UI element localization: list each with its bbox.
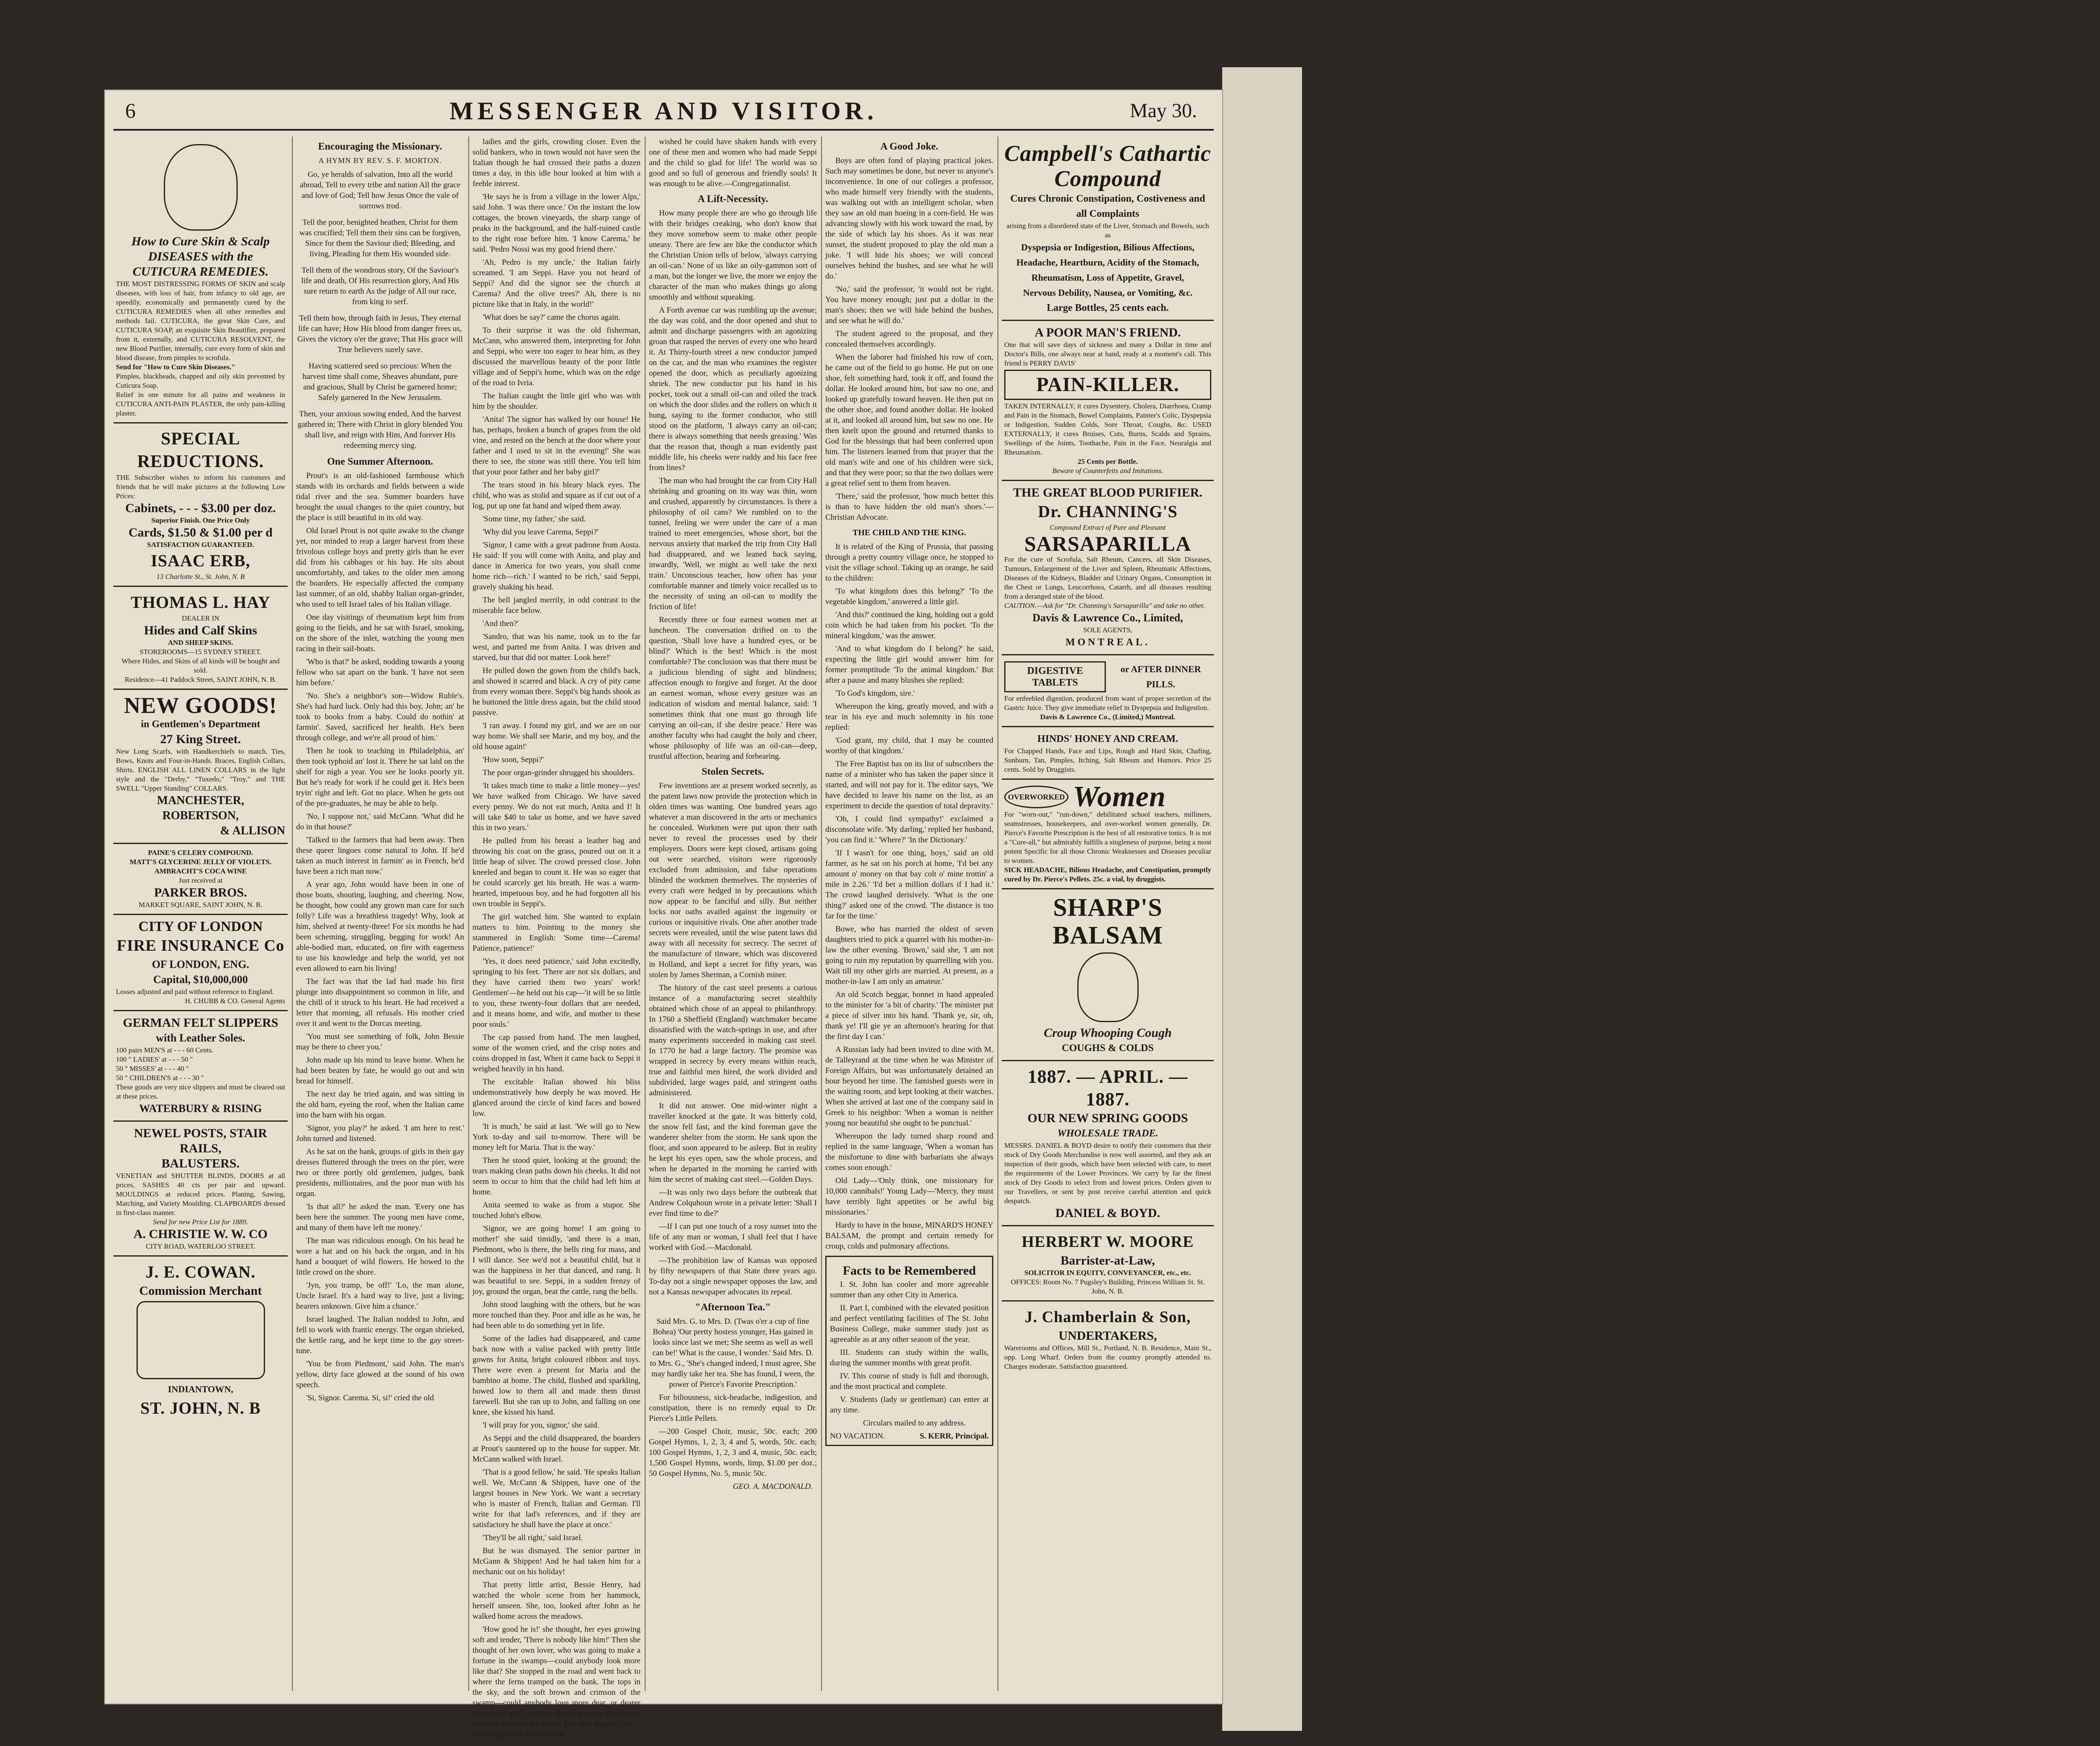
cabinets-price: Cabinets, - - - $3.00 per doz. [125,501,276,515]
campbell-price: Large Bottles, 25 cents each. [1047,302,1169,313]
campbell-ailment: Dyspepsia or Indigestion, Bilious Affections, [1021,242,1194,252]
campbell-ailment: Headache, Heartburn, Acidity of the Stomach, Rheumatism, Loss of Appetite, Gravel, [1016,257,1200,283]
paragraph: Whereupon the king, greatly moved, and with a tear in his eye and much solemnity in his tone replied: [825,702,993,732]
paragraph: How many people there are who go through life with their bridges creaking, who don't know that they move somehow seem to make other people uneasy. There are few are like the conductor which the Christian Union tells of below, 'always carrying an oil-can.' None of us like an oily-gammon sort of a man, but the longer we live, the more we enjoy the character of the man who makes things go along smoothly and without squeaking. [649,209,817,302]
paragraph: Prout's is an old-fashioned farmhouse which stands with its orchards and fields between a wide tidal river and the sea. Summer boarders have brought the usual changes to the quiet country, but the place is still beautiful in its old way. [296,471,464,522]
women-header [1004,781,1211,813]
ad-column-right [1002,137,1214,1691]
offices: OFFICES: Room No. 7 Pugsley's Building, Princess William St. St. John, N. B. [1011,1278,1205,1295]
commission-merchant: Commission Merchant [139,1284,262,1298]
king-street: 27 King Street. [160,732,241,746]
leather-soles: with Leather Soles. [156,1032,245,1044]
adjacent-page-edge [1222,67,1302,1731]
paragraph: 'And to what kingdom do I belong?' he said, expecting the little girl would answer him for former promptitude 'To the animal kingdom.' But after a pause and many blushes she replied: [825,644,993,685]
paragraph: 'He says he is from a village in the lower Alps,' said John. 'I was there once.' On the instant the low cottages, the brown vineyards, the sharp range of peaks in the background, and the half-ruined castle to the right rose before him. 'I know Carema,' he said. 'Pedro Nossi was my good friend there.' [472,192,640,254]
paragraph: Whereupon the lady turned sharp round and replied in the same language, 'When a woman has the misfortune to dine with barbarians she always comes soon enough.' [825,1132,993,1172]
paragraph: 'Signor, you play?' he asked. 'I am here to rest.' John turned and listened. [296,1124,464,1143]
year-line: 1887. — APRIL. — 1887. [1027,1066,1188,1110]
special-reductions-ad [113,423,288,587]
price-list: Send for new Price List for 1889. [153,1218,248,1226]
paragraph: Bowe, who has married the oldest of seven daughters tried to pick a quarrel with his mother-in-law the other evening. 'Brown,' said she, 'I am not going to ruin my reputation by quarrelling with you. Wait till my other girls are married. At present, as a mother-in-law I am only an amateur.' [825,925,993,986]
venetian-body: VENETIAN and SHUTTER BLINDS, DOORS at all prices, SASHES 40 cts per pair and upward. MOULDINGS at reduced prices. Planing, Sawing, Matching, and Variety Moulding. CLAPBOARDS dressed in first-class manner. [116,1172,285,1217]
facts-footer: Circulars mailed to any address. [863,1419,966,1428]
parker-bros: PARKER BROS. [154,886,247,899]
slipper-row: 50 " CHILDREN'S at - - - 30 " [116,1074,204,1082]
stolen-title: Stolen Secrets. [701,766,764,777]
newspaper-title: MESSENGER AND VISITOR. [449,97,878,125]
erb-address: 13 Charlotte St., St. John, N. B [156,573,245,581]
paragraph: Anita seemed to wake as from a stupor. She touched John's elbow. [472,1201,640,1220]
davis-lawrence: Davis & Lawrence Co., Limited, [1032,612,1183,624]
chamberlain-ad [1002,1302,1214,1375]
digestive-body: For enfeebled digestion, produced from want of proper secretion of the Gastric Juice. They give immediate relief in Dyspepsia and Indigestion. [1004,694,1211,712]
overworked-women-ad [1002,780,1214,889]
paragraph: 'To what kingdom does this belong?' 'To the vegetable kingdom,' answered a little girl. [825,587,993,606]
sarsaparilla-caution: CAUTION.—Ask for "Dr. Channing's Sarsaparilla" and take no other. [1004,602,1205,610]
digestive-tablets: DIGESTIVE TABLETS [1004,661,1106,692]
paragraph: Some of the ladies had disappeared, and came back now with a valise packed with pretty little gowns for Anita, bright coloured ribbon and toys. There were even a present for Maria and the bambino at home. The child, flushed and sparkling, bowed low to them all and made them thrust farewell. But she ran up to John, and falling on one knee, she kissed his hand. [472,1334,640,1417]
paragraph: 'And this?' continued the king, holding out a gold coin which he had taken from his pocket. 'To the mineral kingdom,' was the answer. [825,610,993,640]
special-title: SPECIAL REDUCTIONS. [137,429,264,471]
cowan-ad [113,1257,288,1424]
portrait-illustration-icon [164,144,238,231]
paragraph: 'Oh, I could find sympathy!' exclaimed a disconsolate wife. 'My darling,' replied her husband, 'you can find it.' 'Where?' 'In the Dictionary.' [825,815,993,844]
satisfaction-line: SATISFACTION GUARANTEED. [147,541,254,549]
paragraph: Old Israel Prout is not quite awake to the change yet, nor minded to reap a larger harvest from these frivolous college boys and pretty girls than he ever did from his cabbages or his hay. He sits about uncomfortably, and takes to the older men among the boarders. He especially affected the company last summer, of an old, shabby Italian organ-grinder, who used to tell Israel tales of his Italian village. [296,526,464,609]
hay-hides: Hides and Calf Skins [144,623,257,637]
paragraph: 'Ah, Pedro is my uncle,' the Italian fairly screamed. 'I am Seppi. Have you not heard of Seppi? And did the signor see the church at Carema? And the olive trees?' Ah, there is no picture like that in Italy, in the world!' [472,258,640,309]
paragraph: 'You be from Piedmont,' said John. The man's yellow, dirty face glowed at the sound of his own speech. [296,1359,464,1389]
paragraph: 'No. She's a neighbor's son—Widow Ruble's. She's had hard luck. Only had this boy, John; an' he took to books from a baby. Could do nothin' at farmin'. Saved, sacrificed her health. He's been through college, and we're all proud of him.' [296,692,464,742]
paragraph: 'Some time, my father,' she said. [483,515,586,523]
paragraph: John made up his mind to leave home. When he had been beaten by fate, he would go out and win bread for himself. [296,1056,464,1086]
produce-illustration-icon [136,1301,265,1379]
cuticura-footer: Send for "How to Cure Skin Diseases." [116,363,236,371]
story-body [296,471,464,1403]
paragraph: 'Sandro, that was his name, took us to the far west, and parted me from Anita. I was driven and starved, but that did not matter. Look here!' [472,632,640,662]
campbell-cures: Cures Chronic Constipation, Costiveness and all Complaints [1010,193,1205,219]
paragraph: 'And then?' [483,619,519,628]
afternoon-tea-title: "Afternoon Tea." [695,1302,771,1313]
paragraph: The Italian caught the little girl who was with him by the shoulder. [472,392,640,411]
special-body: THE Subscriber wishes to inform his customers and friends that he will make pictures at the following Low Prices: [116,473,285,500]
german-slippers: GERMAN FELT SLIPPERS [123,1016,278,1030]
paragraph: 'To God's kingdom, sire.' [835,689,915,698]
paragraph: 'Yes, it does need patience,' said John excitedly, springing to his feet. 'There are not six dollars, and they have carried them two years' work! Gentlemen'—he held out his cap—'it will be so little to you, these twenty-four dollars that are needed, and it means home, and wife, and mother to these poor souls.' [472,957,640,1029]
new-goods-ad [113,690,288,844]
stanza: Tell them of the wondrous story, Of the Saviour's life and death, Of His resurrection glory, And His sure return to earth As the judge of All our race, from king to serf. [301,266,459,306]
parker-bros-ad [113,844,288,915]
column-rule [645,137,646,1691]
paragraph: Few inventions are at present worked secretly, as the patent laws now provide the protection which in olden times was wanting. One hundred years ago whatever a man discovered in the arts or mechanics he concealed. Workmen were put upon their oath never to reveal the processes used by their employers. Doors were kept closed, artisans going out were searched, visitors were rigorously excluded from admission, and false operations blinded the workmen themselves. The mysteries of every craft were hedged in by precautions which now appear to be fanciful and silly. But neither locks nor oaths availed against the ingenuity or curious or inquisitive rivals. One after another trade secrets were revealed, until the wise patent laws did away with all necessity for secrecy. The secret of the manufacture of tinware, which was discovered in Holland, and kept a secret for fifty years, was stolen by James Sherman, a Cornish miner. [649,781,817,979]
cuticura-ad [113,137,288,423]
paragraph: 'Talked to the farmers that had been away. Then these queer lingoes come natural to John. If he'd taken as much interest in farmin' as in French, he'd have been a rich man now.' [296,836,464,876]
paragraph: 'Anita! The signor has walked by our house! He has, perhaps, broken a bunch of grapes from the old vine, and rested on the bench at the door where your father and I used to sit in the evening!' She was there to see, the stone was still there. You tell him that your poor father and her baby girl?' [472,415,640,476]
fact-item: I. St. John has cooler and more agreeable summer than any other City in America. [830,1280,989,1299]
paragraph: 'Is that all?' he asked the man. 'Every one has been here the summer. The young men have come, and many of them have left me money.' [296,1202,464,1232]
paragraph: 'Who is that?' he asked, nodding towards a young fellow who sat apart on the bank. 'I have not seen him before.' [296,657,464,687]
parker-address: MARKET SQUARE, SAINT JOHN, N. B. [139,901,262,909]
losses: Losses adjusted and paid without reference to England. [116,988,274,996]
paragraph: Recently three or four earnest women met at luncheon. The conversation drifted on to the question, 'Shall love have a hundred eyes, or be blind?' Which is the best! Which is the most comfortable? The conclusion was that there must be a judicious blending of sight and blindness; affection enough to forgive and forget. At the door an earnest woman, whose every gesture was an indication of wisdom and mental balance, said: 'I sometimes think that one must go through life carrying an oil-can, if she desire peace.' Here was another faculty who had caught the holy and cheer, whose philosophy of life was an oil-can—deep, trustful affection, bearing and forbearing. [649,615,817,761]
masthead [105,97,1222,126]
facts-signature-row [830,1431,989,1441]
fire-insurance-ad [113,915,288,1011]
chamberlain-name: J. Chamberlain & Son, [1024,1308,1191,1326]
newel-posts: NEWEL POSTS, STAIR RAILS, [134,1126,268,1155]
paragraph: An old Scotch beggar, bonnet in hand appealed to the minister for 'a bit of charity.' The minister put a piece of silver into his hand. 'Thank ye, sir, oh, thank ye! I'll gie ye an afternoon's hearing for that the first day I can.' [825,990,993,1041]
daniel-boyd-body: MESSRS. DANIEL & BOYD desire to notify their customers that their stock of Dry Goods Merchandise is now well assorted, and they ask an inspection of their goods, which have been selected with care, to meet the requirements of the Lower Provinces. We carry by far the finest stock of Dry Goods to select from and lowest prices. Orders given to our Travellers, or sent by post receive careful attention and quick despatch. [1004,1141,1211,1205]
paragraph: —If I can put one touch of a rosy sunset into the life of any man or woman, I shall feel that I have worked with God.—Macdonald. [649,1222,817,1252]
paragraph: He pulled from his breast a leather bag and throwing his coat on the grass, poured out on it a little heap of silver. The crowd pressed close. John kneeled and began to count it. He was so eager that he could scarcely get his breath. He was a warm-hearted, impetuous boy, and he had forgotten all his own trouble in Seppi's. [472,836,640,908]
paragraph: —The prohibition law of Kansas was opposed by fifty newspapers of that State three years ago. To-day not a single newspaper opposes the law, and not a Kansas newspaper advocates its repeal. [649,1256,817,1296]
paragraph: As Seppi and the child disappeared, the boarders at Prout's sauntered up to the house for supper. Mr. McCann walked with Israel. [472,1434,640,1464]
pain-killer-ad [1002,321,1214,481]
hay-dealer: DEALER IN [181,614,220,622]
afternoon-tea-verse: Said Mrs. G. to Mrs. D. (Twas o'er a cup of fine Bohea) 'Our pretty hostess younger, Has gained in looks since last we met; She seems as well as well can be!' What is the cause, I wonder.' Said Mrs. D. to Mrs. G., 'She's changed indeed, I must agree, She may hardly take her tea. She has found, I ween, the power of Pierce's Favorite Prescription.' [650,1317,816,1389]
capital: Capital, $10,000,000 [153,973,248,986]
paragraph: Israel laughed. The Italian nodded to John, and fell to work with frantic energy. The organ shrieked, the kettle rang, and he kept time to the gay street-tune. [296,1315,464,1355]
christie-address: CITY ROAD, WATERLOO STREET. [146,1242,255,1250]
ad-column-left [113,137,288,1691]
channing-name: Dr. CHANNING'S [1038,502,1178,521]
paragraph: —It was only two days before the outbreak that Andrew Colquhoun wrote in a private letter: 'Shall I ever find time to die?' [649,1188,817,1218]
campbell-arising: arising from a disordered state of the Liver, Stomach and Bowels, such as [1006,222,1209,239]
paragraph: The fact was that the lad had made his first plunge into disappointment so common in life, and the chill of it struck to his heart. He had received a letter that morning, all refusals. His mother cried over it and went to the Dorcas meeting. [296,977,464,1028]
manchester: MANCHESTER, [157,794,244,807]
paragraph: 'Signor, we are going home! I am going to mother!' she said timidly, 'and there is a man, Piedmont, who is there, the bells ring for mass, and I will dance. See we'd not a beautiful child, but it was the happiness in her that danced, and rang. It was beautiful to see. Seppi, in a sudden frenzy of joy, ground the organ, beat the cattle, rang the bells. [472,1224,640,1296]
digestive-signature: Davis & Lawrence Co., (Limited,) Montreal. [1040,713,1176,721]
just-received: Just received at [178,876,223,884]
stanza: Tell the poor, benighted heathen, Christ for them was crucified; Tell them their sins can be forgiven, Since for them the Saviour died; Bleeding, and living, Pleading for them His wounded side. [299,218,461,258]
paragraph: 'Jyn, you tramp, be off!' 'Lo, the man alone, Uncle Israel. It's a hard way to live, just a living; hearers unknown. Give him a chance.' [296,1281,464,1311]
channing-sub: Compound Extract of Pure and Pleasant [1050,523,1166,531]
paragraph: It did not answer. One mid-winter night a traveller knocked at the gate. It was bitterly cold, the snow fell fast, and the kind foreman gave the wanderer shelter from the storm. He sank upon the floor, and soon appeared to be asleep. But in reality he kept his eyes open, saw the whole process, and when he departed in the morning he carried with him the secret of making cast steel.—Golden Days. [649,1102,817,1184]
cuticura-note: Pimples, blackheads, chapped and oily skin prevented by Cuticura Soap. [116,372,285,389]
sarsaparilla-body: For the cure of Scrofula, Salt Rheum, Cancers, all Skin Diseases, Tumours, Enlargement of the Liver and Spleen, Rheumatic Affections, Diseases of the Kidneys, Bladder and Urinary Organs, Consumption in the Chest or Lungs, Leucorrhoea, Catarrh, and all diseases resulting from a deranged state of the blood. [1004,555,1211,600]
campbell-title: Campbell's Cathartic Compound [1004,141,1211,191]
paragraph: When the laborer had finished his row of corn, he came out of the field to go home. He put on one shoe, felt something hard, took it off, and found the dollar. He looked around him, but saw no one, and looked up gratefully toward heaven. He then put on the other shoe, and found another dollar. He looked at it, and looked all around him, but saw no one. He then knelt upon the ground and returned thanks to God for the blessings that had been conferred upon him. The listeners learned from that prayer that the old man's wife and one of his children were sick, and that they were poor; so that the two dollars were a great relief sent to them from heaven. [825,353,993,488]
robertson: ROBERTSON, [162,809,239,822]
poem-title: Encouraging the Missionary. [318,141,442,152]
paragraph: The cap passed from hand. The men laughed, some of the women cried, and the crisp notes and coins dropped in fast, When it came back to Seppi it weighed heavily in his hand. [472,1033,640,1073]
sharps-balsam-ad [1002,889,1214,1061]
paragraph: 'Why did you leave Carema, Seppi?' [483,528,598,536]
paragraph: The student agreed to the proposal, and they concealed themselves accordingly. [825,329,993,349]
christie-name: A. CHRISTIE W. W. CO [133,1227,268,1241]
agents: H. CHUBB & CO. General Agents [185,997,285,1005]
campbell-ad [1002,137,1214,321]
blood-purifier: THE GREAT BLOOD PURIFIER. [1013,486,1202,500]
paragraph: 'God grant, my child, that I may be counted worthy of that kingdom.' [825,736,993,755]
paragraph: 'Signor, I came with a great padrone from Aosta. He said: If you will come with Anita, and play and dance in America for two years, you shall come home rich—rich.' I wanted to be rich,' said Seppi, gravely shaking his head. [472,541,640,592]
paragraph: The tears stood in his bleary black eyes. The child, who was as stolid and square as if cut out of a log, put up one fat hand and wiped them away. [472,481,640,510]
paragraph: 'No,' said the professor, 'it would not be right. You have money enough; just put a dollar in the man's shoes; then we will hide behind the bushes, and see what he will do.' [825,285,993,325]
paragraph: 'It takes much time to make a little money—yes! We have walked from Chicago. We have saved every penny. We do not eat much, Anita and I! It will take $40 to take us home, and we have saved this in two years.' [472,781,640,832]
new-goods-body: New Long Scarfs, with Handkerchiefs to match. Ties, Bows, Knots and Four-in-Hands. Braces, English Collars, Shirts. ENGLISH ALL LINEN COLLARS in the light style and the "Derby," "Tuxedo," "Troy," and THE SWELL "Upper Standing" COLLARS. [116,747,285,792]
paragraph: 'I ran away. I found my girl, and we are on our way home. We shall see Marie, and my boy, and the old house again!' [472,721,640,751]
paragraph: The girl watched him. She wanted to explain matters to him. Pointing to the money she stammered in English: 'Some time—Carema! Patience, patience!' [472,912,640,953]
paragraph: John stood laughing with the others, but he was more touched than they. Poor and idle as he was, he had been able to do something yet in life. [472,1300,640,1330]
column-rule [468,137,469,1691]
pain-killer-name: PAIN-KILLER. [1004,370,1211,400]
paragraph: The next day he tried again, and was sitting in the old barn, eyeing the roof, when the Italian came into the barn with his organ. [296,1090,464,1120]
fact-item: V. Students (lady or gentleman) can enter at any time. [830,1395,989,1415]
coughs-colds: COUGHS & COLDS [1062,1043,1154,1054]
christie-ad [113,1122,288,1257]
hinds-title: HINDS' HONEY AND CREAM. [1037,734,1179,744]
newspaper-page [105,90,1222,1739]
paragraph: The excitable Italian showed his bliss undemonstratively how deeply he was moved. He glanced around the circle of kind faces and bowed low. [472,1078,640,1118]
gospel-signature: GEO. A. MACDONALD. [732,1482,813,1491]
paragraph: One day visitings of rheumatism kept him from going to the fields, and he sat with Israel, smoking, on the shore of the inlet, watching the young men racing in their sail-boats. [296,613,464,653]
paragraph: 'If I wasn't for one thing, boys,' said an old farmer, as he sat on his porch at home, 'I'd bet any amount o' money on that bay colt o' mine trottin' a mile in 2.26.' 'I'd bet a million dollars if I had it.' The crowd laughed derisively. 'What is the one thing?' asked one of the crowd. 'The distance is too far for the time.' [825,849,993,920]
paragraph: ladies and the girls, crowding closer. Even the solid bankers, who in town would not have seen the Italian though he had crossed their paths a dozen times a day, in this idle hour looked at him with a feeble interest. [472,137,640,188]
digestive-row [1004,660,1211,694]
stanza: Go, ye heralds of salvation, Into all the world abroad, Tell to every tribe and nation All the grace and love of God; Tell how Jesus Once the vale of sorrows trod. [299,170,461,210]
column-rule [821,137,822,1691]
barrister: Barrister-at-Law, [1060,1254,1155,1267]
croup-whooping: Croup Whooping Cough [1044,1026,1172,1040]
sick-headache: SICK HEADACHE, Bilious Headache, and Constipation, promptly cured by Dr. Pierce's Pellets. 25c. a vial, by druggists. [1004,866,1211,883]
facts-ad [825,1256,993,1446]
daniel-boyd-ad [1002,1061,1214,1226]
paragraph: The man who had brought the car from City Hall shrinking and groaning on its way was thin, worn and crushed, apparently by circumstances. Is there a philosophy of oil cans? We rumbled on to the tunnel, feeling we were under the care of a man trained to meet emergencies, whose short, but the nervous anxiety that marked the trip from City Hall had disappeared, and we leaned back saying, inwardly, 'Well, we might as well take the next train.' Unconscious teacher, how often has your comfortable manner and timely voice recalled us to the necessity of using an oil-can to modify the friction of life! [649,476,817,611]
paragraph: The history of the cast steel presents a curious instance of a manufacturing secret stealthily obtained which chose of an appeal to philanthropy. In 1760 a Sheffield (England) watchmaker became dissatisfied with the watch-springs in use, and after many experiments succeeded in making cast steel. In 1770 he had a large factory. The promise was wrapped in secrecy by every means within reach, true and faithful men hired, the work divided and subdivided, large wages paid, and stringent oaths administered. [649,983,817,1097]
sarsaparilla-ad [1002,481,1214,655]
cuticura-note-2: Relief in one minute for all pains and weakness in CUTICURA ANTI-PAIN PLASTER, the only pain-killing plaster. [116,391,285,417]
cowan-name: J. E. COWAN. [145,1262,256,1281]
hay-store: STOREROOMS—15 SYDNEY STREET. [139,648,262,656]
balusters: BALUSTERS. [161,1157,240,1170]
gospel-note: —200 Gospel Choir, music, 50c. each; 200 Gospel Hymns, 1, 2, 3, 4 and 5, words, 50c. each; 100 Gospel Hymns, 1, 2, 3 and 4, music, 50c. each; 1,500 Gospel Hymns, words, limp, $1.00 per doz.; 50 Gospel Hymns, No. 5, music 50c. [649,1427,817,1478]
paragraph: The man was ridiculous enough. On his head he wore a hat and on his back the organ, and in his hand a bouquet of wild flowers. He bowed to the little crowd on the shore. [296,1236,464,1277]
paragraph: Boys are often fond of playing practical jokes. Such may sometimes be done, but never to anyone's inconvenience. In one of our colleges a professor, who made himself very friendly with the students, was walking out with an intelligent scholar, when they saw an old man hoeing in a corn-field. He was advancing slowly with his work toward the road, by the side of which lay his shoes. As it was near sunset, the student proposed to play the old man a joke. 'I will hide his shoes; we will conceal ourselves behind the bushes, and see what he will do.' [825,156,993,281]
paragraph: 'It is much,' he said at last. 'We will go to New York to-day and sail to-morrow. There will be money left for Maria. That is the way.' [472,1122,640,1152]
paragraph: 'They'll be all right,' said Israel. [483,1533,583,1542]
poor-mans-friend: A POOR MAN'S FRIEND. [1034,326,1181,339]
undertakers: UNDERTAKERS, [1058,1329,1157,1343]
moore-name: HERBERT W. MOORE [1021,1233,1194,1251]
women-body: For "worn-out," "run-down," debilitated school teachers, milliners, seamstresses, housekeepers, and over-worked women generally, Dr. Pierce's Favorite Prescription is the best of all restorative tonics. It is not a "Cure-all," but admirably fulfills a singleness of purpose, being a most potent Specific for all those Chronic Weaknesses and Diseases peculiar to women. [1004,810,1211,865]
pain-killer-beware: Beware of Counterfeits and Imitations. [1052,467,1163,475]
paragraph: 'That is a good fellow,' he said. 'He speaks Italian well. We, McCann & Shippen, have one of the largest houses in New York. We want a secretary who is master of French, Italian and German. I'll write for that lad's references, and if they are satisfactory he shall have the place at once.' [472,1468,640,1529]
good-joke-title: A Good Joke. [880,141,939,152]
paragraph: He pulled down the gown from the child's back, and showed it scarred and black. A cry of pity came from every woman there. Seppi's big hands shook as he buttoned the little dress again, but the child stood passive. [472,666,640,717]
facts-signature: S. KERR, Principal. [919,1432,989,1441]
digestive-tablets-ad [1002,655,1214,727]
hay-sheep: AND SHEEP SKINS. [168,639,234,647]
paragraph: The Free Baptist has on its list of subscribers the name of a minister who has taken the paper since it started, and will not pay for it. The editor says, 'We have decided to leave his name on the list, as an experiment to decide the question of total depravity.' [825,760,993,810]
slipper-row: 100 pairs MEN'S at - - - 60 Cents. [116,1046,214,1054]
paragraph: 'You must see something of folk, John Bessie may be there to cheer you.' [296,1032,464,1052]
story-title: One Summer Afternoon. [327,456,433,467]
column-3 [472,137,640,1739]
column-5 [825,137,993,1691]
balsam-name: BALSAM [1053,921,1163,949]
portrait-illustration-icon [1077,952,1139,1022]
poor-body: One that will save days of sickness and many a Dollar in time and Doctor's Bills, one always near at hand, ready at a moment's call. This friend is PERRY DAVIS' [1004,341,1211,367]
spring-goods: OUR NEW SPRING GOODS [1027,1111,1188,1125]
cards-price: Cards, $1.50 & $1.00 per d [129,526,273,539]
no-vacation: NO VACATION. [830,1432,885,1441]
matts-jelly: MATT'S GLYCERINE JELLY OF VIOLETS. [129,858,272,866]
erb-name: ISAAC ERB, [151,551,250,570]
wholesale-trade: WHOLESALE TRADE. [1057,1128,1158,1139]
paragraph: But he was dismayed. The senior partner in McGann & Shippen! And he had taken him for a mechanic out on his holiday! [472,1546,640,1576]
solicitor: SOLICITOR IN EQUITY, CONVEYANCER, etc., etc. [1024,1269,1192,1277]
paragraph: 'How good he is!' she thought, her eyes growing soft and tender, 'There is nobody like him!' Then she thought of her own lover, who was going to make a fortune in the swamps—could anybody look more like that? She stopped in the road and went back to where the ferns tramped on the bank. The tops in the sky, and the soft brown and crimson of the swamp—could anybody love more dear, or dearer than that? and crushed, shooting away the crusty, crimson water of the creek. The blue dragon-flies—how happy they all were! He [472,1625,640,1739]
paragraph: 'There,' said the professor, 'how much better this is than to have hidden the old man's shoes.'—Christian Advocate. [825,492,993,522]
stanza: Then, your anxious sowing ended, And the harvest gathered in; There with Christ in glory blended You shall live, and reign with Him, And forever His redeeming mercy sing. [297,410,463,450]
masthead-rule [113,129,1214,131]
hay-name: THOMAS L. HAY [131,593,270,612]
page-number: 6 [125,99,136,122]
london-eng: OF LONDON, ENG. [152,958,249,970]
daniel-boyd: DANIEL & BOYD. [1055,1206,1160,1220]
paragraph: As he sat on the bank, groups of girls in their gay dresses fluttered through the trees on the pier, were two or three portly old gentlemen, judges, bank presidents, millionaires, and the poor man with his organ. [296,1147,464,1198]
paragraph: To their surprise it was the old fisherman, McCann, who answered them, interpreting for John and Seppi, who were too eager to hear him, as they discussed the marvellous beauty of the poor little village and of Seppi's home, which was on the edge of the road to Ivria. [472,326,640,387]
hinds-body: For Chapped Hands, Face and Lips, Rough and Hard Skin, Chafing, Sunburn, Tan, Pimples, Itching, Salt Rheum and Humors. Price 25 cents. Sold by Druggists. [1004,747,1211,773]
cuticura-body: THE MOST DISTRESSING FORMS OF SKIN and scalp diseases, with loss of hair, from infancy to old age, are speedily, economically and permanently cured by the CUTICURA REMEDIES when all other remedies and methods fail. CUTICURA, the great Skin Cure, and CUTICURA SOAP, an exquisite Skin Beautifier, prepared from it, externally, and CUTICURA RESOLVENT, the new Blood Purifier, internally, cure every form of skin and blood disease, from pimples to scrofula. [116,280,285,362]
lift-title: A Lift-Necessity. [698,194,768,205]
chamberlain-body: Warerooms and Offices, Mill St., Portland, N. B. Residence, Main St., opp. Long Wharf. Orders from the country promptly attended to. Charges moderate. Satisfaction guaranteed. [1004,1344,1211,1370]
paragraph: Then he stood quiet, looking at the ground; the tears making clean paths down his cheeks. It did not seem to occur to him that the child had left him at home. [472,1156,640,1196]
montreal: MONTREAL. [1065,637,1150,648]
paragraph: 'Si, Signor. Carema. Si, si!' cried the old [306,1394,434,1402]
ambracht-wine: AMBRACHT'S COCA WINE [154,867,247,875]
paragraph: 'What does he say?' came the chorus again. [483,313,620,322]
sharps-name: SHARP'S [1053,894,1163,921]
allison: & ALLISON [220,824,285,837]
column-4 [649,137,817,1691]
paragraph: 'I will pray for you, signor,' she said. [483,1421,599,1430]
paragraph: Then he took to teaching in Philadelphia, an' then took typhoid an' lost it. There he sat laid on the shelf for nigh a year. You see he looks poorly yit. But he's ready for work if he could get it. He's been tryin' right and left. Got no place. When he gets out of the pre-graduates, he may be able to help. [296,747,464,808]
overworked-badge: OVERWORKED [1004,786,1068,808]
stanza: Tell them how, through faith in Jesus, They eternal life can have; How His blood from danger frees us, Gives the victory o'er the grave; That His grace will True believers surely save. [297,314,463,354]
column-rule [292,137,293,1691]
paragraph: A year ago, John would have been in one of those boats, shouting, laughing, and cheering. Now, he thought, how could any grown man care for such folly? Life was a breathless tragedy! Why, look at him, shelved at twenty-three! For six months he had been scheming, struggling, begging for work! An able-bodied man, educated, on fire with eagerness to use his knowledge and help the world, yet not even allowed to earn his living! [296,880,464,973]
afternoon-tea-note: For biliousness, sick-headache, indigestion, and constipation, there is no remedy equal to Dr. Pierce's Little Pellets. [649,1393,817,1423]
column-2 [296,137,464,1691]
sole-agents: SOLE AGENTS, [1083,626,1133,634]
hinds-ad [1002,727,1214,780]
sarsaparilla-name: SARSAPARILLA [1024,532,1192,555]
gents-department: in Gentlemen's Department [141,719,260,730]
paragraph: Old Lady—'Only think, one missionary for 10,000 cannibals!' Young Lady—'Mercy, they must have terribly light appetites or be awful big missionaries.' [825,1176,993,1217]
paragraph: wished he could have shaken hands with every one of these men and women who had made Seppi and the child so glad for life! The world was so good and so full of generous and friendly souls! It was enough to be alive.—Congregationalist. [649,137,817,188]
paragraph: That pretty little artist, Bessie Henry, had watched the whole scene from her hammock, herself unseen. She, too, looked after John as he walked home across the meadows. [472,1580,640,1621]
slipper-row: 50 " MISSES' at - - - 40 " [116,1065,189,1073]
fact-item: IV. This course of study is full and thorough, and the most practical and complete. [830,1372,989,1391]
paragraph: A Forth avenue car was rumbling up the avenue; the day was cold, and the door opened and shut to admit and discharge passengers with an agonizing groan that rasped the nerves of every one who heard it. At Thirty-fourth street a new conductor jumped on the car, and the man who examines the register opened the door, which as peculiarly agonizing shriek. The new conductor put his hand in his pocket, took out a small oil-can and oiled the track on which the door slides and the rollers on which it hung, saying to the former conductor, who still stood on the platform, 'I always carry an oil-can; there is always something that needs greasing.' Was that the reason that, though a man evidently past middle life, his cheeks were ruddy and his face free from lines? [649,306,817,472]
child-king-title: THE CHILD AND THE KING. [852,528,966,537]
poem [296,169,464,451]
waterbury: WATERBURY & RISING [139,1102,262,1115]
stanza: Having scattered seed so precious: When the harvest time shall come, Sheaves abundant, pure and gracious, Shall by Christ be garnered home; Safely garnered In the New Jerusalem. [302,362,458,402]
felt-slippers-ad [113,1011,288,1122]
facts-title: Facts to be Remembered [843,1264,976,1278]
st-john: ST. JOHN, N. B [140,1399,261,1417]
fact-item: II. Part I, combined with the elevated position and perfect ventilating facilities of The St. John Business College, make summer study just as agreeable as at any other season of the year. [830,1304,989,1344]
pain-killer-body: TAKEN INTERNALLY, it cures Dysentery, Cholera, Diarrhoea, Cramp and Pain in the Stomach, Bowel Complaints, Painter's Colic, Dyspepsia or Indigestion, Sudden Colds, Sore Throat, Coughs, &c. USED EXTERNALLY, it cures Bruises, Cuts, Burns, Scalds and Sprains, Swellings of the Joints, Toothache, Pain in the Face, Neuralgia and Rheumatism. [1004,402,1211,456]
slipper-note: These goods are very nice slippers and must be cleared out at these prices. [116,1083,285,1100]
paragraph: 'No, I suppose not,' said McCann. 'What did he do in that house?' [296,812,464,831]
hay-residence: Residence—41 Paddock Street, SAINT JOHN, N. B. [124,676,277,684]
slipper-row: 100 " LADIES' at - - - 50 " [116,1055,193,1063]
pain-killer-price: 25 Cents per Bottle. [1077,458,1138,465]
paragraph: The poor organ-grinder shrugged his shoulders. [483,768,635,777]
women-title: Women [1073,781,1166,813]
fact-item: III. Students can study within the walls, during the summer months with great profit. [830,1348,989,1367]
paragraph: A Russian lady had been invited to dine with M. de Talleyrand at the time when he was Minister of Foreign Affairs, but was unfortunately detained an hour beyond her time. The famished guests were in the waiting room, and kept looking at their watches. When she arrived at last one of the company said in Greek to his neighbor: 'When a woman is neither young nor beautiful she ought to be punctual.' [825,1045,993,1128]
campbell-ailment: Nervous Debility, Nausea, or Vomiting, &c. [1023,287,1193,298]
fire-insurance: FIRE INSURANCE Co [116,937,285,955]
paines-compound: PAINE'S CELERY COMPOUND. [148,849,253,857]
city-of-london: CITY OF LONDON [138,919,263,934]
issue-date: May 30. [1130,100,1197,122]
minard-note: Hardy to have in the house, MINARD'S HONEY BALSAM, the prompt and certain remedy for croup, colds and pulmonary affections. [825,1221,993,1251]
after-dinner-pills: or AFTER DINNER PILLS. [1120,664,1201,689]
hay-wanted: Where Hides, and Skins of all kinds will be bought and sold. [121,657,280,674]
cuticura-headline: How to Cure Skin & Scalp DISEASES with the CUTICURA REMEDIES. [131,234,270,279]
moore-ad [1002,1226,1214,1302]
new-goods-title: NEW GOODS! [124,693,277,718]
paragraph: It is related of the King of Prussia, that passing through a pretty country village once, he stopped to visit the village school. Taking up an orange, he said to the children: [825,542,993,583]
superior-finish: Superior Finish. One Price Only [151,516,250,524]
paragraph: The bell jangled merrily, in odd contrast to the miserable face below. [472,596,640,615]
paragraph: 'How soon, Seppi?' [483,755,544,764]
hay-hides-ad [113,587,288,690]
indiantown: INDIANTOWN, [168,1384,234,1394]
poem-byline: A HYMN BY REV. S. F. MORTON. [318,156,442,165]
